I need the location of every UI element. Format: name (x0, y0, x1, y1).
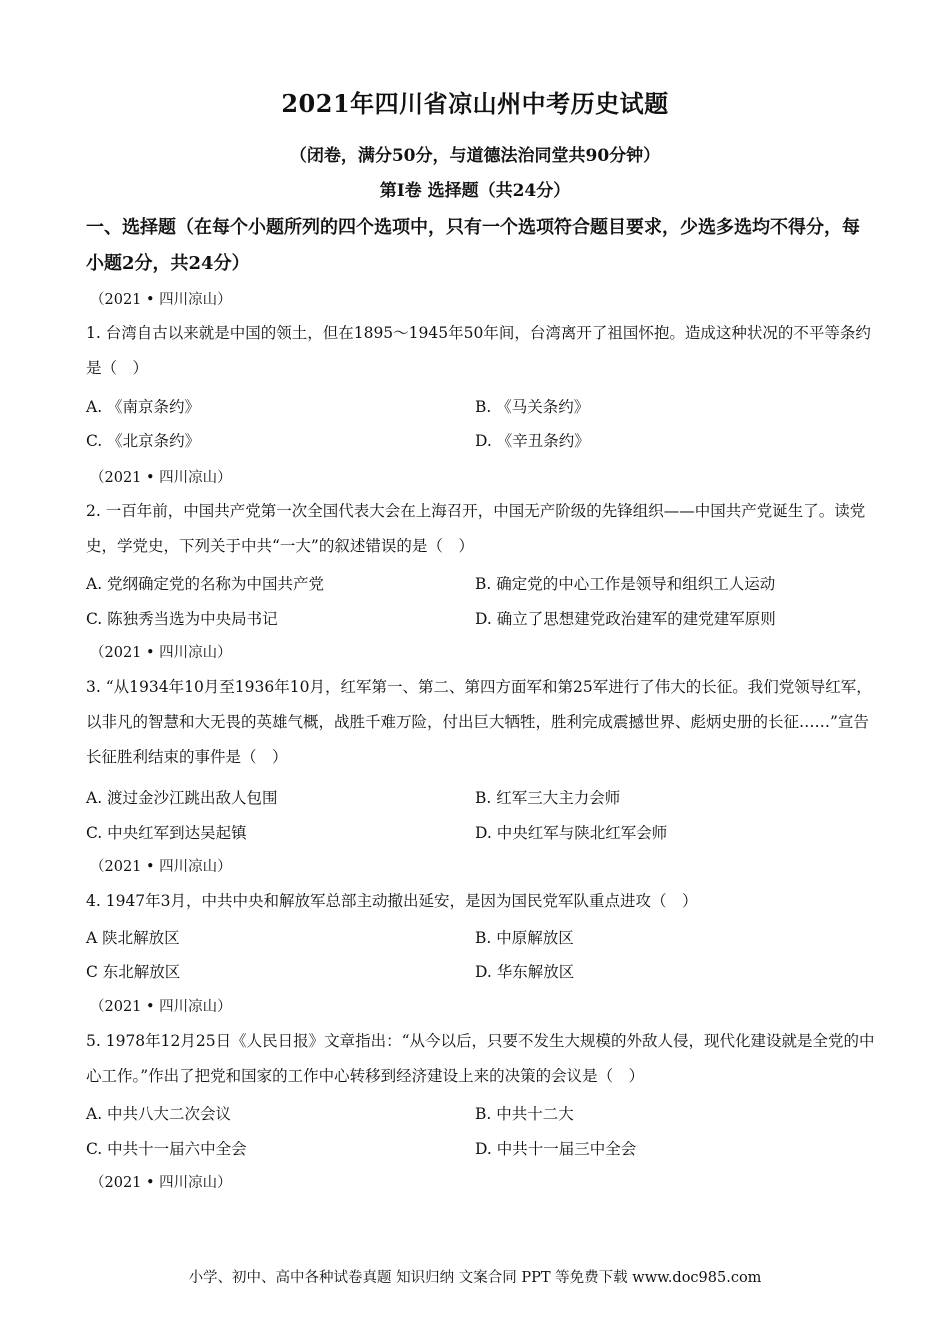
option-d: D. 华东解放区 (475, 963, 575, 981)
footer-text: 小学、初中、高中各种试卷真题 知识归纳 文案合同 PPT 等免费下载 www.doc985.com (188, 1270, 762, 1286)
question-text: 1. 台湾自古以来就是中国的领土，但在1895～1945年50年间，台湾离开了祖国怀抱。造成这种状况的不平等条约是（ ） (86, 324, 871, 377)
option-d: D. 《辛丑条约》 (475, 432, 590, 450)
option-b: B. 《马关条约》 (475, 398, 590, 416)
option-c: C. 中共十一届六中全会 (86, 1140, 247, 1158)
part-heading: 第Ⅰ卷 选择题（共24分） (379, 181, 571, 201)
option-b: B. 中共十二大 (475, 1105, 574, 1123)
option-a: A. 中共八大二次会议 (86, 1105, 232, 1123)
question-source: （2021 • 四川凉山） (90, 1175, 232, 1191)
option-d: D. 确立了思想建党政治建军的建党建军原则 (475, 610, 776, 628)
question-source: （2021 • 四川凉山） (90, 292, 232, 308)
option-a: A 陕北解放区 (86, 929, 180, 947)
question-source: （2021 • 四川凉山） (90, 999, 232, 1015)
section-heading: 一、选择题（在每个小题所列的四个选项中，只有一个选项符合题目要求，少选多选均不得分，每小题2分，共24分） (86, 217, 860, 274)
exam-subtitle: （闭卷，满分50分，与道德法治同堂共90分钟） (289, 146, 661, 166)
option-c: C. 陈独秀当选为中央局书记 (86, 610, 278, 628)
option-a: A. 《南京条约》 (86, 398, 201, 416)
option-c: C. 中央红军到达吴起镇 (86, 824, 247, 842)
question-source: （2021 • 四川凉山） (90, 470, 232, 486)
question-source: （2021 • 四川凉山） (90, 859, 232, 875)
option-b: B. 中原解放区 (475, 929, 574, 947)
question-text: 3. “从1934年10月至1936年10月，红军第一、第二、第四方面军和第25军进行了伟大的长征。我们党领导红军，以非凡的智慧和大无畏的英雄气概，战胜千难万险，付出巨大牺牲，胜利完成震撼世界、彪炳史册的长征……”宣告长征胜利结束的事件是（ ） (86, 678, 872, 766)
option-b: B. 确定党的中心工作是领导和组织工人运动 (475, 575, 776, 593)
question-source: （2021 • 四川凉山） (90, 645, 232, 661)
option-d: D. 中共十一届三中全会 (475, 1140, 637, 1158)
option-c: C. 《北京条约》 (86, 432, 201, 450)
question-text: 5. 1978年12月25日《人民日报》文章指出：“从今以后，只要不发生大规模的外敌人侵，现代化建设就是全党的中心工作。”作出了把党和国家的工作中心转移到经济建设上来的决策的会议是（ ） (86, 1032, 875, 1085)
exam-title: 2021年四川省凉山州中考历史试题 (281, 89, 669, 118)
option-c: C 东北解放区 (86, 963, 181, 981)
option-a: A. 党纲确定党的名称为中国共产党 (86, 575, 325, 593)
option-d: D. 中央红军与陕北红军会师 (475, 824, 668, 842)
option-a: A. 渡过金沙江跳出敌人包围 (86, 789, 278, 807)
question-text: 4. 1947年3月，中共中央和解放军总部主动撤出延安，是因为国民党军队重点进攻（ ） (86, 892, 698, 910)
question-text: 2. 一百年前，中国共产党第一次全国代表大会在上海召开，中国无产阶级的先锋组织——中国共产党诞生了。读党史，学党史，下列关于中共“一大”的叙述错误的是（ ） (86, 502, 866, 555)
option-b: B. 红军三大主力会师 (475, 789, 621, 807)
